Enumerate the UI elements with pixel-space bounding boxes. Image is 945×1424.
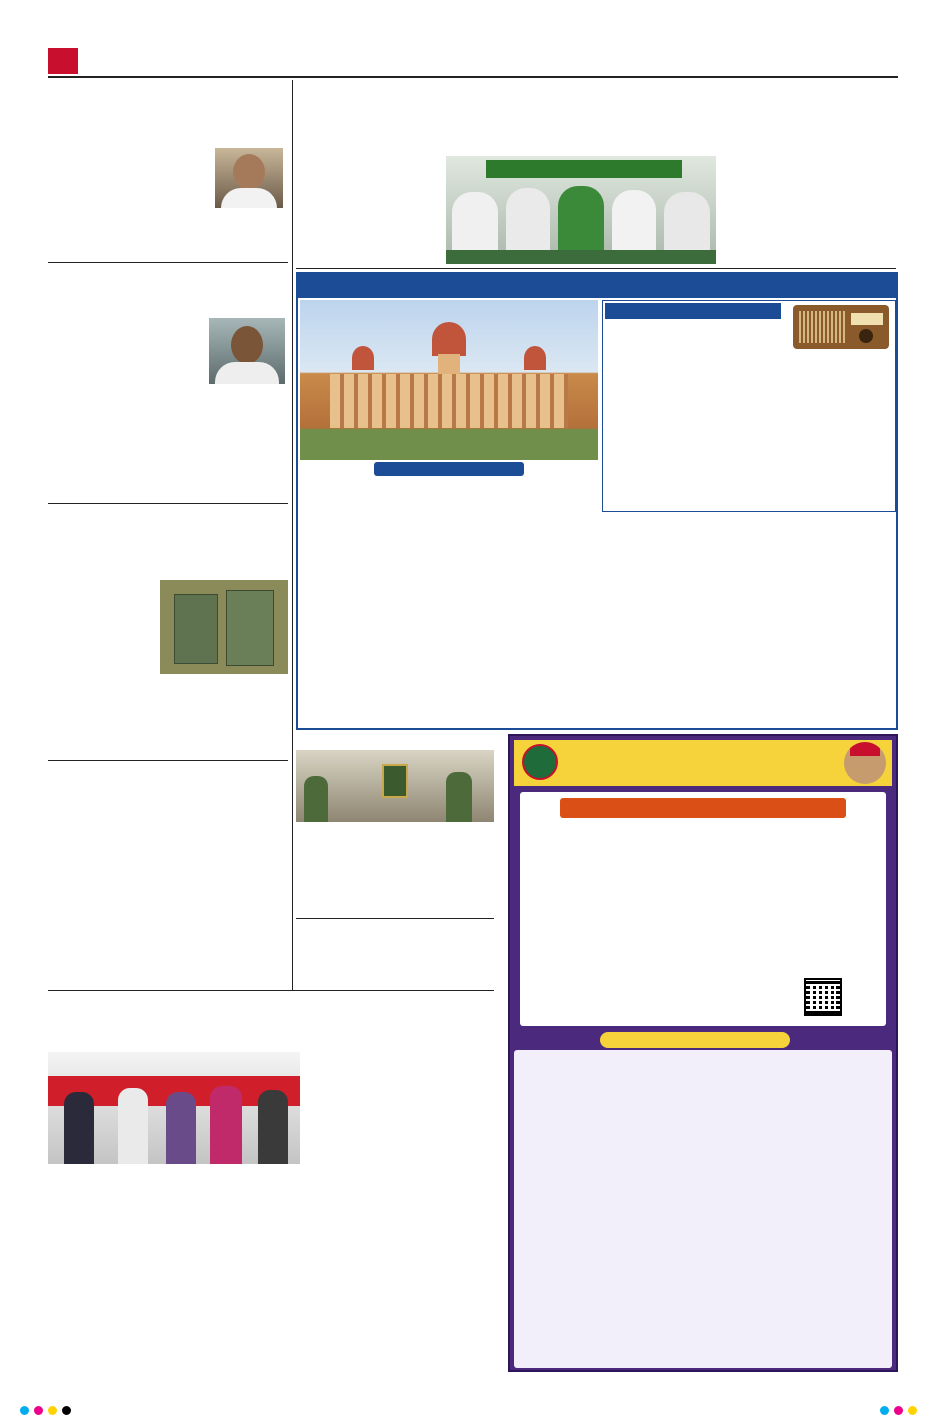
reg-mark-3 — [48, 1406, 57, 1415]
bank-notice — [520, 792, 886, 1026]
radio-dial — [851, 313, 883, 325]
bank-ad — [508, 734, 898, 1372]
farmers-table — [446, 250, 716, 264]
skill-person-1 — [64, 1092, 94, 1164]
palace-tower-center — [438, 354, 460, 376]
plane-body — [48, 146, 288, 258]
bipin-caption — [296, 824, 494, 916]
reg-mark-4 — [62, 1406, 71, 1415]
bank-notice-title-bar — [560, 798, 846, 818]
rule-5 — [296, 268, 896, 269]
palace-facade — [330, 374, 568, 428]
farmers-body-right — [722, 117, 896, 265]
annual-title-box — [296, 922, 494, 936]
page-label-box — [48, 48, 78, 74]
skill-body-1 — [48, 1168, 172, 1374]
rule-7 — [48, 990, 494, 991]
skill-person-5 — [258, 1090, 288, 1164]
palace-dome-left — [352, 346, 374, 370]
bipin-portrait — [382, 764, 408, 798]
brahmin-body — [48, 800, 288, 982]
annual-body — [296, 938, 494, 986]
bank-board-title-bar — [600, 1032, 790, 1048]
reg-mark-6 — [894, 1406, 903, 1415]
housing-body — [48, 290, 288, 500]
panchanga-text — [304, 478, 594, 510]
rule-2 — [48, 503, 288, 504]
radio-text — [607, 321, 789, 509]
radio-icon — [793, 305, 889, 349]
skill-person-3 — [166, 1092, 196, 1164]
bipin-cadet-1 — [304, 776, 328, 822]
bipin-photo — [296, 750, 494, 822]
panchanga-title-bar — [374, 462, 524, 476]
events-listings-2 — [602, 516, 894, 728]
farmers-body-left — [296, 117, 442, 265]
farmers-banner — [486, 160, 682, 178]
bank-founder-turban — [850, 742, 880, 756]
reg-mark-2 — [34, 1406, 43, 1415]
reg-mark-1 — [20, 1406, 29, 1415]
bipin-cadet-2 — [446, 772, 472, 822]
reg-mark-7 — [908, 1406, 917, 1415]
rule-3 — [48, 760, 288, 761]
skill-person-2 — [118, 1088, 148, 1164]
farmers-photo — [446, 156, 716, 264]
bank-members-area — [514, 1050, 892, 1368]
bank-founder-portrait — [844, 742, 886, 784]
panchanga-box — [300, 462, 598, 512]
bank-logo — [522, 744, 558, 780]
rule-4 — [292, 80, 293, 990]
bank-qr — [806, 980, 840, 1014]
rule-6 — [296, 918, 494, 919]
bank-body — [528, 836, 878, 976]
palace-dome-right — [524, 346, 546, 370]
bank-qr-inner — [810, 984, 836, 1010]
skill-photo — [48, 1052, 300, 1164]
radio-speaker — [799, 311, 845, 343]
bank-header — [514, 740, 892, 786]
skill-person-4 — [210, 1086, 242, 1164]
ballot-body — [48, 542, 288, 756]
skill-body-3 — [308, 1052, 496, 1374]
header-rule — [48, 76, 898, 78]
rule-1 — [48, 262, 288, 263]
reg-mark-5 — [880, 1406, 889, 1415]
palace-photo — [300, 300, 598, 460]
palace-dome-center — [432, 322, 466, 356]
radio-knob — [859, 329, 873, 343]
events-title-bar — [298, 274, 896, 298]
skill-body-2 — [178, 1168, 302, 1374]
events-box — [296, 272, 898, 730]
events-listings-1 — [302, 516, 594, 728]
radio-box — [602, 300, 896, 512]
radio-title-bar — [605, 303, 781, 319]
